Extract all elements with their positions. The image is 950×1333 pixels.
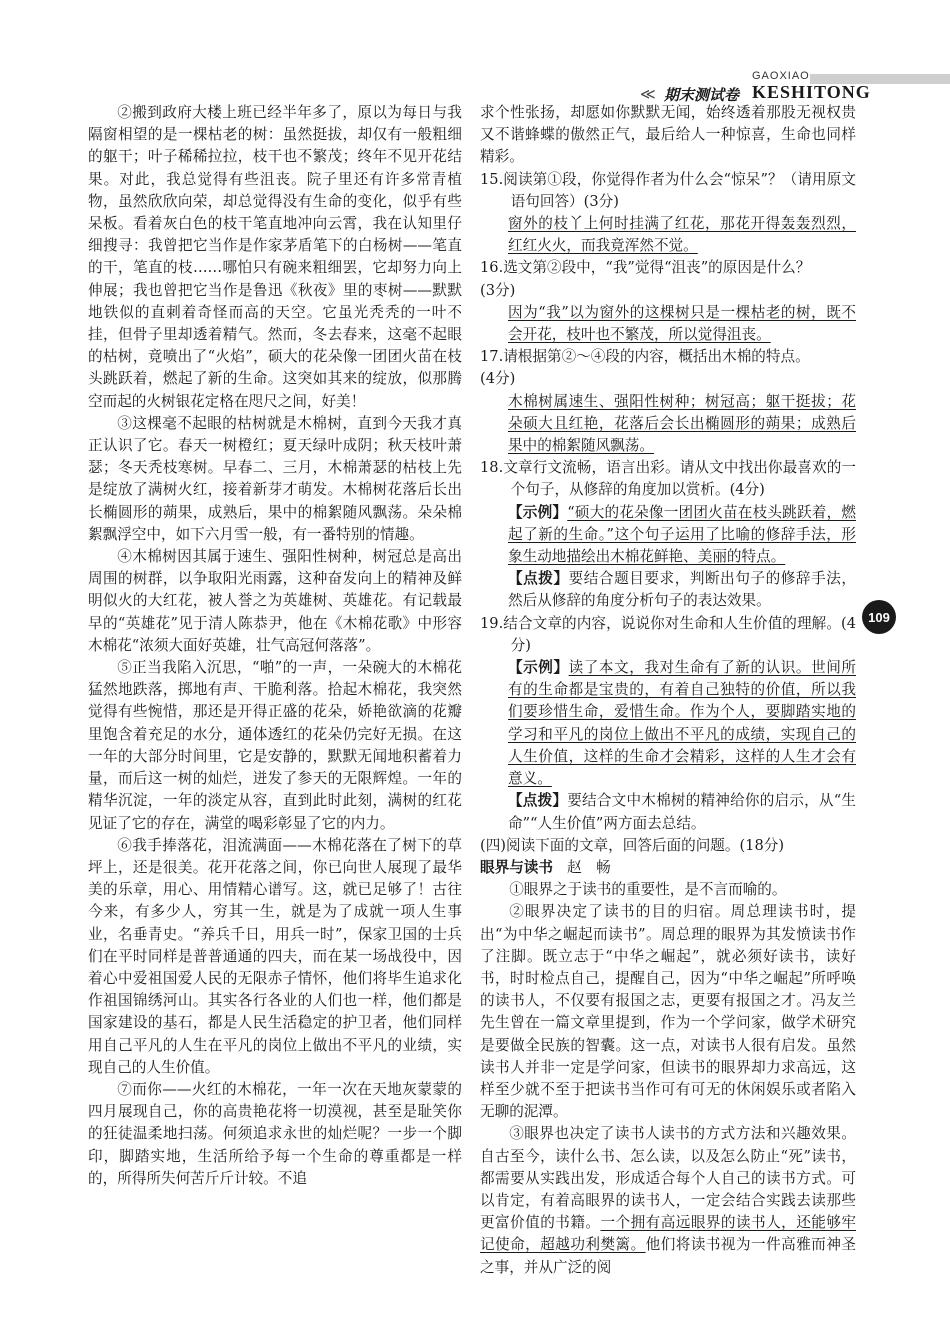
answer-17 [508,391,856,458]
example-18: “硕大的花朵像一团团火苗在枝头跳跃着，燃起了新的生命。”这个句子运用了比喻的修辞手法，形象生动地描绘出木棉花鲜艳、美丽的特点。 [508,503,856,566]
essay-p3-before: ③眼界也决定了读书人读书的方式方法和兴趣效果。自古至今，读什么书、怎么读，以及怎么防止“死”读书，都需要从实践出发，形成适合每个人自己的读书方式。可以肯定，有着高眼界的读书人，一定会结合实践去读那些更富价值的书籍。 [480,1125,856,1232]
essay-p3-after: 他们将读书视为一件高雅而神圣之事，并从广泛的阅 [480,1236,856,1276]
header-brand: KESHITONG [752,82,871,102]
header-tag: 期末测试卷 [664,86,740,104]
paragraph-7-continued: 求个性张扬，却愿如你默默无闻，始终透着那股无视权贵又不谐蜂蝶的傲然正气，最后给人一种惊喜，生命也同样精彩。 [480,104,856,166]
paragraph-4: ④木棉树因其属于速生、强阳性树种，树冠总是高出周围的树群，以争取阳光雨露，这种奋发向上的精神及鲜明似火的大红花，被人誉之为英雄树、英雄花。有记载最早的“英雄花”见于清人陈恭尹，他在《木棉花歌》中形容木棉花“浓须大面好英雄，壮气高冠何落落”。 [88,548,462,654]
essay-paragraph-2: ②眼界决定了读书的目的归宿。周总理读书时，提出“为中华之崛起而读书”。周总理的眼界为其发愤读书作了注脚。既立志于“中华之崛起”，就必须好读书，读好书，时时检点自己，提醒自己，因为“中华之崛起”所呼唤的读书人，不仅要有报国之志，更要有报国之才。冯友兰先生曾在一篇文章里提到，作为一个学问家，做学术研究是要做全民族的智囊。这一点，对读书人很有启发。虽然读书人并非一定是学问家，但读书的眼界却力求高远，这样至少就不至于把读书当作可有可无的休闲娱乐或者陷入无聊的泥潭。 [480,903,856,1121]
answer-15 [508,213,856,257]
question-16: 16.选文第②段中，“我”觉得“沮丧”的原因是什么？ [480,259,811,277]
header-gaoxiao: GAOXIAO [752,70,810,82]
question-15: 15.阅读第①段，你觉得作者为什么会“惊呆”？（请用原文语句回答）(3分) [480,170,856,210]
essay-paragraph-3 [480,1123,856,1278]
answer-19 [508,657,856,835]
example-19: 读了本文，我对生命有了新的认识。世间所有的生命都是宝贵的，有着自己独特的价值，所以我们要珍惜生命，爱惜生命。作为个人，要脚踏实地的学习和平凡的岗位上做出不平凡的成绩，实现自己的人生价值，这样的生命才会精彩，这样的人生才会有意义。 [508,659,856,788]
answer-15-text: 窗外的枝丫上何时挂满了红花，那花开得轰轰烈烈，红红火火，而我竟浑然不觉。 [508,215,856,255]
left-column [88,102,462,1190]
answer-18 [508,502,856,613]
paragraph-7: ⑦而你——火红的木棉花，一年一次在天地灰蒙蒙的四月展现自己，你的高贵艳花将一切漠视，甚至是耻笑你的狂徒温柔地扫荡。何须追求永世的灿烂呢？一步一个脚印，脚踏实地，生活所给予每一个生命的尊重都是一样的，所得所失何苦斤斤计较。不追 [88,1080,462,1187]
tip-19: 要结合文中木棉树的精神给你的启示，从“生命”“人生价值”两方面去总结。 [508,792,856,832]
header-chevron-icon: ≪ [640,85,656,103]
example-label-19: 【示例】 [508,659,569,677]
page-number-badge: 109 [862,600,896,634]
paragraph-6: ⑥我手捧落花，泪流满面——木棉花落在了树下的草坪上，还是很美。花开花落之间，你已向世人展现了最华美的乐章，用心、用情精心谱写。这，就已足够了！古往今来，有多少人，穷其一生，就是为了成就一项人生事业，名垂青史。“养兵千日，用兵一时”，保家卫国的士兵们在平时同样是普普通通的四夫，而在某一场战役中，因着心中爱祖国爱人民的无限赤子情怀，他们将毕生追求化作祖国锦绣河山。其实各行各业的人们也一样，他们都是国家建设的基石，都是人民生活稳定的护卫者，他们同样用自己平凡的人生在平凡的岗位上做出不平凡的业绩，实现自己的人生价值。 [88,836,462,1076]
essay-p3-underlined: 一个拥有高远眼界的读书人，还能够牢记使命，超越功利樊篱。 [480,1214,856,1254]
question-17: 17.请根据第②～④段的内容，概括出木棉的特点。 [480,348,810,366]
essay-author: 赵 畅 [566,858,611,876]
paragraph-3: ③这棵毫不起眼的枯树就是木棉树，直到今天我才真正认识了它。春天一树橙红；夏天绿叶成阴；秋天枝叶萧瑟；冬天秃枝寒树。早春二、三月，木棉萧瑟的枯枝上先是绽放了满树火红，接着新芽才萌发。木棉树花落后长出长椭圆形的蒴果，成熟后，果中的棉絮随风飘荡。朵朵棉絮飘浮空中，如下六月雪一般，有一番特别的情趣。 [88,414,462,543]
tip-label-19: 【点拨】 [508,792,568,810]
section-4-heading: (四)阅读下面的文章，回答后面的问题。(18分) [480,836,785,854]
score-16: (3分) [480,281,516,299]
example-label-18: 【示例】 [508,503,568,521]
tip-18: 要结合题目要求，判断出句子的修辞手法，然后从修辞的角度分析句子的表达效果。 [508,570,856,610]
answer-17-text: 木棉树属速生、强阳性树种；树冠高；躯干挺拔；花朵硕大且红艳，花落后会长出椭圆形的蒴果；成熟后果中的棉絮随风飘荡。 [508,392,856,455]
essay-title-line [480,857,856,879]
question-19: 19.结合文章的内容，说说你对生命和人生价值的理解。(4分) [480,614,856,654]
score-17: (4分) [480,370,516,388]
answer-16-text: 因为“我”以为窗外的这棵树只是一棵枯老的树，既不会开花，枝叶也不繁茂，所以觉得沮丧。 [508,303,856,344]
right-column [480,102,856,1279]
essay-title: 眼界与读书 [480,858,553,876]
tip-label-18: 【点拨】 [508,570,569,588]
question-18: 18.文章行文流畅，语言出彩。请从文中找出你最喜欢的一个句子，从修辞的角度加以赏析。(4分) [480,459,856,499]
paragraph-5: ⑤正当我陷入沉思，“啪”的一声，一朵碗大的木棉花猛然地跌落，掷地有声、干脆利落。拾起木棉花，我突然觉得有些惋惜，那还是开得正盛的花朵，娇艳欲滴的花瓣里饱含着充足的水分，通体透红的花朵仍完好无损。在这一年的大部分时间里，它是安静的，默默无闻地积蓄着力量，而后这一树的灿烂，迸发了参天的无限辉煌。一年的精华沉淀，一年的淡定从容，直到此时此刻，满树的红花见证了它的存在，满堂的喝彩彰显了它的内力。 [88,659,462,832]
answer-16 [508,302,856,346]
essay-paragraph-1: ①眼界之于读书的重要性，是不言而喻的。 [509,881,787,899]
paragraph-2: ②搬到政府大楼上班已经半年多了，原以为每日与我隔窗相望的是一棵枯老的树：虽然挺拔，却仅有一般粗细的躯干；叶子稀稀拉拉，枝干也不繁茂；终年不见开花结果。对此，我总觉得有些沮丧。院子里还有许多常青植物，虽然欣欣向荣，却总觉得没有生命的变化，似乎有些呆板。看着灰白色的枝干笔直地冲向云霄，我在认知里仔细搜寻：我曾把它当作是作家茅盾笔下的白杨树——笔直的干，笔直的枝……哪怕只有碗来粗细罢，它却努力向上伸展；我也曾把它当作是鲁迅《秋夜》里的枣树——默默地铁似的直刺着奇怪而高的天空。它虽光秃秃的一叶不挂，但骨子里却透着精气。然而，冬去春来，这毫不起眼的枯树，竟喷出了“火焰”，硕大的花朵像一团团火苗在枝头跳跃着，燃起了新的生命。这突如其来的绽放，似那腾空而起的火树银花定格在咫尺之间，好美！ [88,104,462,410]
